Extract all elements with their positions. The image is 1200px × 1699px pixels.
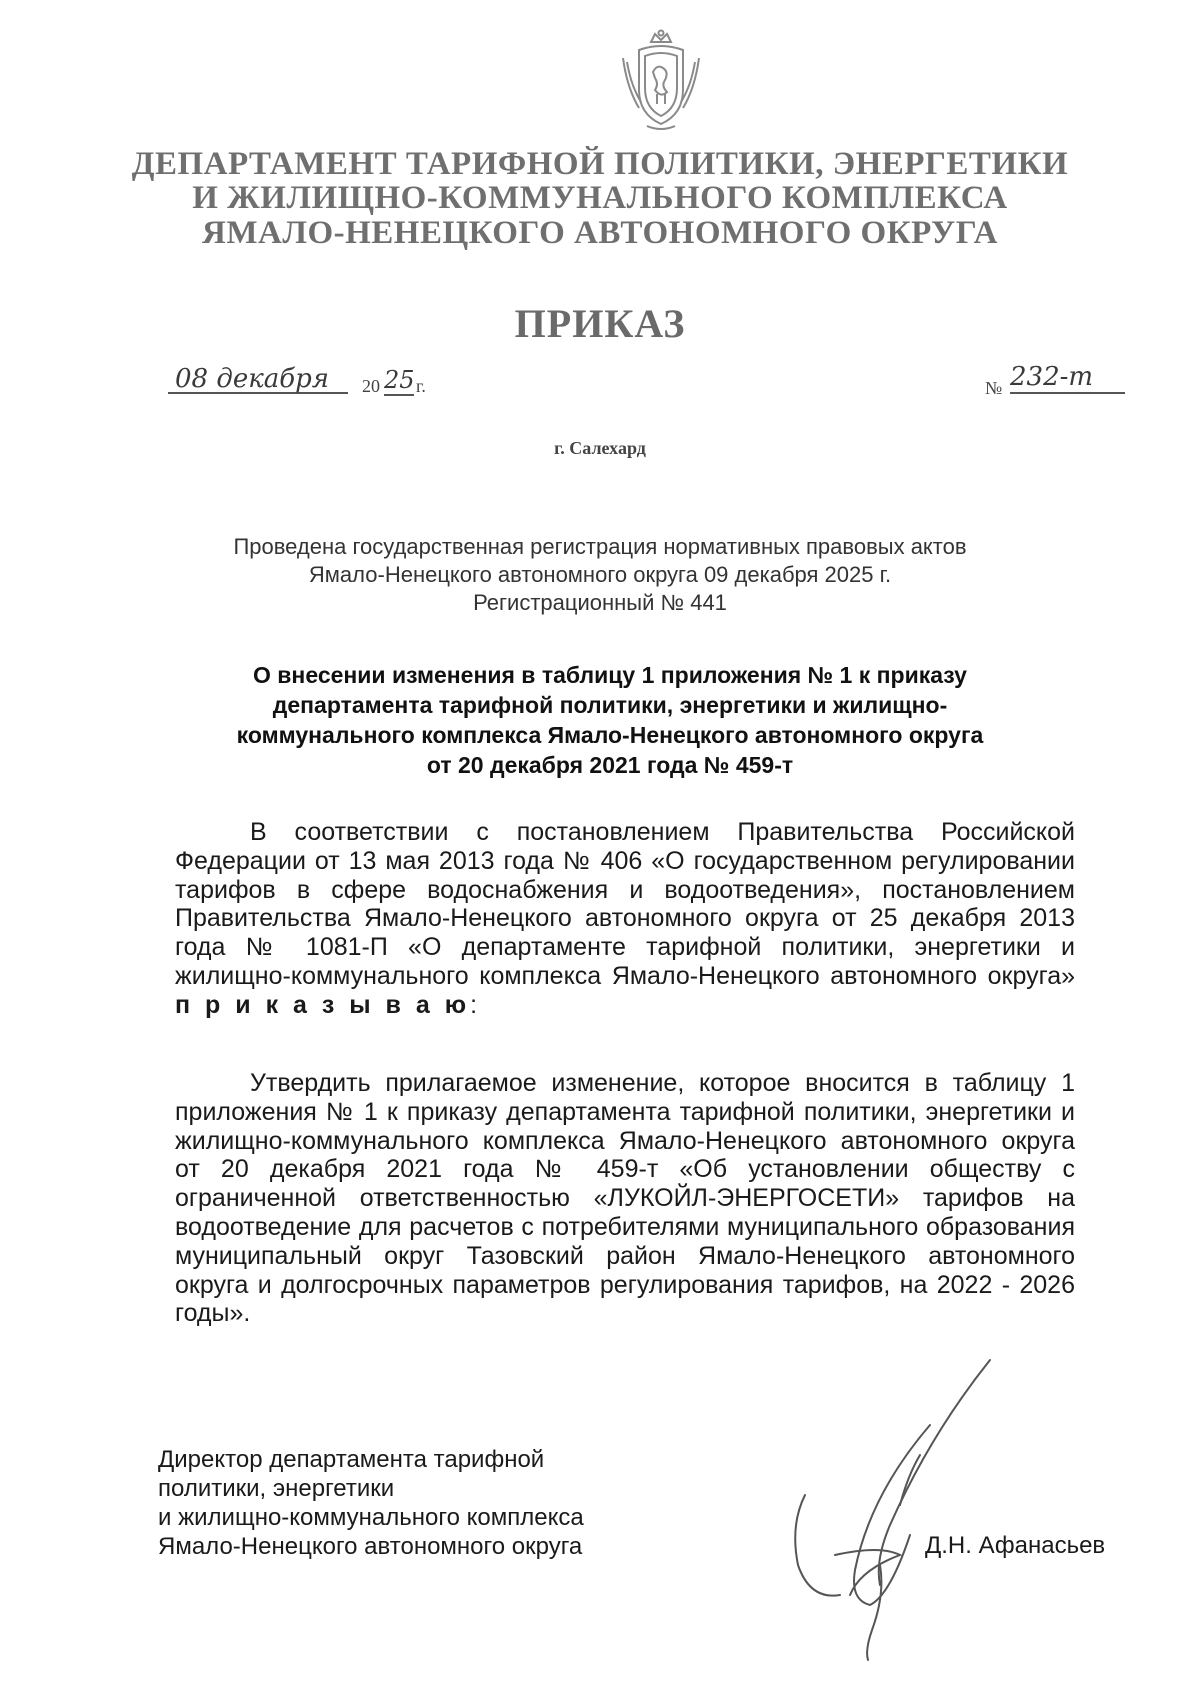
position-line-1: Директор департамента тарифной bbox=[158, 1446, 545, 1473]
signatory-name: Д.Н. Афанасьев bbox=[925, 1532, 1106, 1559]
department-line-1: ДЕПАРТАМЕНТ ТАРИФНОЙ ПОЛИТИКИ, ЭНЕРГЕТИКИ bbox=[131, 146, 1069, 182]
department-line-3: ЯМАЛО-НЕНЕЦКОГО АВТОНОМНОГО ОКРУГА bbox=[202, 215, 998, 251]
order-title-line-2: департамента тарифной политики, энергетики и жилищно- bbox=[272, 692, 948, 718]
handwritten-number: 232-т bbox=[1010, 362, 1125, 394]
registration-line-2: Ямало-Ненецкого автономного округа 09 декабря 2025 г. bbox=[308, 562, 892, 587]
body-paragraph-2: Утвердить прилагаемое изменение, которое вносится в таблицу 1 приложения № 1 к приказу департамента тарифной политики, энергетики и жилищно-коммунального комплекса Ямало-Ненецкого автономного округа от 20 декабря 2021 года № 459-т «Об установлении обществу с ограниченной ответственностью «ЛУКОЙЛ-ЭНЕРГОСЕТИ» тарифов на водоотведение для расчетов с потребителями муниципального образования муниципальный округ Тазовский район Ямало-Ненецкого автономного округа и долгосрочных параметров регулирования тарифов, на 2022 - 2026 годы». bbox=[175, 1069, 1075, 1328]
order-colon: : bbox=[470, 990, 478, 1019]
handwritten-signature bbox=[780, 1355, 1020, 1665]
coat-of-arms-icon bbox=[617, 28, 705, 136]
order-title-line-4: от 20 декабря 2021 года № 459-т bbox=[426, 752, 794, 778]
order-title bbox=[180, 660, 1040, 780]
city: г. Салехард bbox=[554, 438, 646, 458]
registration-line-3: Регистрационный № 441 bbox=[473, 590, 727, 615]
signatory-position bbox=[158, 1445, 678, 1561]
handwritten-year: 25 bbox=[384, 366, 415, 394]
body-paragraph-1 bbox=[175, 818, 1075, 1020]
number-label: № bbox=[985, 378, 1003, 398]
body-paragraph-1-text: В соответствии с постановлением Правительства Российской Федерации от 13 мая 2013 года № 406 «О государственном регулировании тарифов в сфере водоснабжения и водоотведения», постановлением Правительства Ямало-Ненецкого автономного округа от 25 декабря 2013 года № 1081-П «О департаменте тарифной политики, энергетики и жилищно-коммунального комплекса Ямало-Ненецкого автономного округа» bbox=[175, 818, 1075, 990]
position-line-2: политики, энергетики bbox=[158, 1475, 395, 1502]
year-suffix: г. bbox=[416, 376, 426, 396]
document-type-heading: ПРИКАЗ bbox=[514, 301, 686, 346]
order-title-line-1: О внесении изменения в таблицу 1 приложения № 1 к приказу bbox=[253, 662, 967, 688]
registration-line-1: Проведена государственная регистрация нормативных правовых актов bbox=[233, 534, 967, 559]
order-word: п р и к а з ы в а ю bbox=[175, 990, 471, 1019]
order-title-line-3: коммунального комплекса Ямало-Ненецкого автономного округа bbox=[236, 722, 984, 748]
position-line-3: и жилищно-коммунального комплекса bbox=[158, 1504, 584, 1531]
position-line-4: Ямало-Ненецкого автономного округа bbox=[158, 1533, 583, 1560]
year-prefix: 20 bbox=[362, 376, 380, 396]
department-line-2: И ЖИЛИЩНО-КОММУНАЛЬНОГО КОМПЛЕКСА bbox=[192, 180, 1008, 216]
handwritten-date: 08 декабря bbox=[175, 364, 329, 394]
